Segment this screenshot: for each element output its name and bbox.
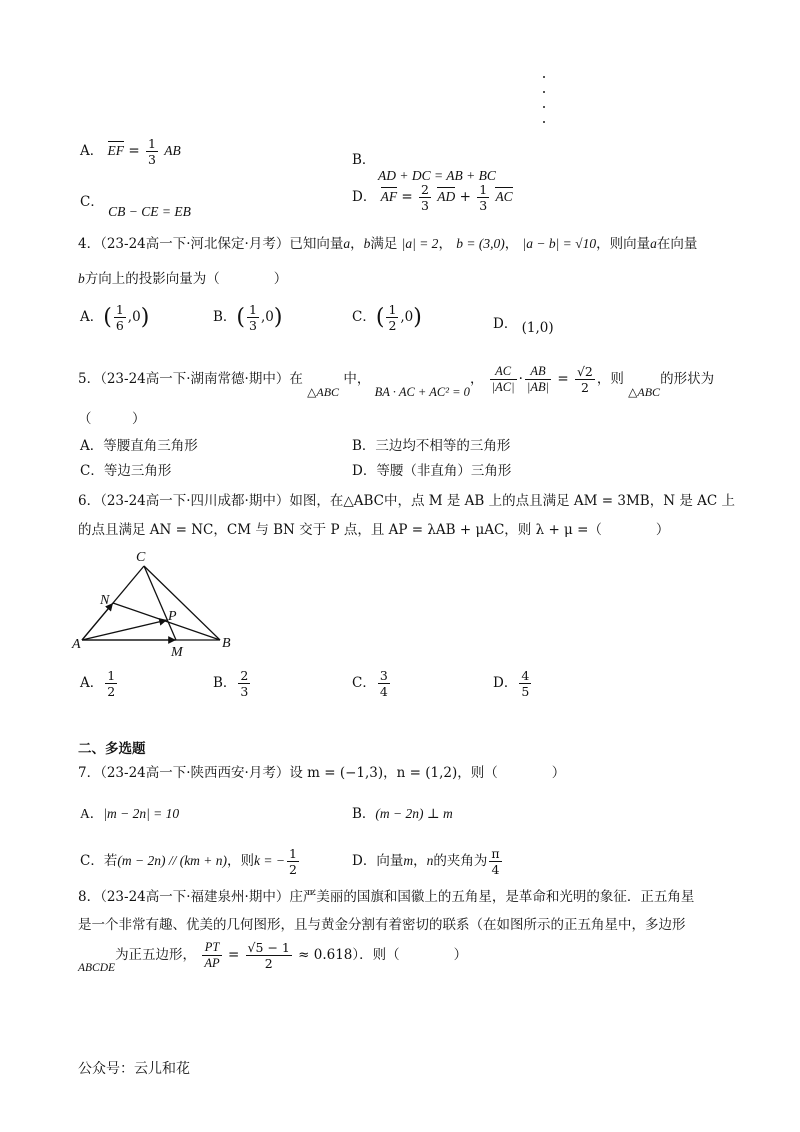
plus: +	[459, 189, 471, 205]
triangle-abc: △ABC	[628, 385, 661, 399]
option-label: A．	[80, 806, 104, 821]
expression: CB − CE = EB	[108, 204, 191, 219]
q6-stem-line1: 6．（23-24高一下·四川成都·期中）如图，在△ABC中，点 M 是 AB 上的点且满足 AM = 3MB，N 是 AC 上	[78, 493, 735, 509]
q3-option-b[interactable]	[352, 148, 496, 184]
label-n: N	[100, 593, 110, 608]
q4-option-b[interactable]: B．( $\frac{1}{3}$ ,0)	[213, 302, 283, 333]
q8-mid: 为正五边形，	[115, 947, 197, 963]
option-label: B．	[213, 309, 237, 325]
fraction-rhs: $\frac{√2}{2}$	[576, 364, 593, 395]
q5-cond1: BA · AC + AC² = 0	[374, 385, 470, 399]
q7-option-d[interactable]	[352, 846, 504, 877]
q4-stem-line1: 4．（23-24高一下·河北保定·月考）已知向量a，b满足 |a| = 2， b = (3,0)， |a − b| = √10，则向量a在向量	[78, 236, 698, 252]
decorative-dots	[543, 76, 545, 136]
section-title: 二、多选题	[78, 741, 146, 757]
q3-option-a[interactable]	[80, 136, 181, 167]
k-value: k = −	[254, 853, 286, 868]
option-label: D．	[352, 189, 377, 205]
if: 若	[103, 853, 118, 869]
q5-option-a[interactable]	[80, 434, 198, 454]
label-a: A	[72, 637, 81, 652]
vector-ab: AB	[164, 143, 181, 158]
equals: =	[227, 947, 240, 963]
option-label: C．	[80, 463, 104, 479]
option-text: 等腰直角三角形	[103, 438, 198, 454]
vector-ac: AC	[495, 189, 513, 204]
option-label: A．	[80, 309, 104, 325]
q8-stem-line3	[78, 940, 468, 974]
q5-paren: （ ）	[78, 411, 146, 427]
angle-text: 的夹角为	[433, 853, 488, 869]
fraction: $\frac{2}{3}$	[421, 182, 429, 213]
sep: ，	[413, 853, 427, 869]
fraction: $\frac{1}{3}$	[249, 302, 257, 333]
q4-option-c[interactable]: C．( $\frac{1}{2}$ ,0)	[352, 302, 422, 333]
rest: ,0	[260, 309, 274, 325]
vector-n: n	[426, 853, 434, 868]
option-text: 三边均不相等的三角形	[375, 438, 511, 454]
q4-option-a[interactable]: A．( $\frac{1}{6}$ ,0)	[80, 302, 150, 333]
option-label: D．	[352, 853, 377, 869]
q7-option-a[interactable]	[80, 802, 179, 822]
segment-cm	[144, 566, 176, 640]
option-label: A．	[80, 143, 104, 159]
q4-line2: 方向上的投影向量为（ ）	[84, 271, 288, 287]
equals: =	[128, 143, 140, 159]
option-text: 等腰（非直角）三角形	[376, 463, 512, 479]
fraction-golden: $\frac{√5 - 1}{2}$	[247, 940, 290, 971]
value: (1,0)	[521, 320, 554, 336]
fraction-ab: $\frac{AB}{|AB|}$	[526, 364, 550, 394]
option-text: 等边三角形	[103, 463, 172, 479]
q5-option-d[interactable]	[352, 459, 511, 479]
fraction: $\frac{1}{2}$	[289, 846, 297, 877]
option-label: B．	[213, 675, 237, 691]
q4-stem-line2: b方向上的投影向量为（ ）	[78, 271, 288, 287]
q6-triangle-figure	[60, 546, 250, 658]
q6-option-a[interactable]	[80, 668, 119, 699]
q4-cond1: |a| = 2	[401, 236, 439, 251]
q7-option-c[interactable]	[80, 846, 301, 877]
q7-stem: 7．（23-24高一下·陕西西安·月考）设 m = (−1,3)，n = (1,2)，则（ ）	[78, 765, 566, 781]
label-m: M	[171, 645, 183, 658]
fraction-ac: $\frac{AC}{|AC|}$	[491, 364, 515, 394]
then: ，则	[227, 853, 255, 869]
fraction: $\frac{\pi}{4}$	[491, 846, 500, 877]
option-label: D．	[352, 463, 377, 479]
q4-cond3: |a − b| = √10	[522, 236, 597, 251]
q5-option-b[interactable]	[352, 434, 510, 454]
vector-word: 向量	[376, 853, 404, 869]
option-label: C．	[352, 675, 376, 691]
fraction: $\frac{3}{4}$	[379, 668, 388, 699]
option-text: |m − 2n| = 10	[103, 806, 180, 821]
q8-stem-line1: 8．（23-24高一下·福建泉州·期中）庄严美丽的国旗和国徽上的五角星，是革命和光明的象征．正五角星	[78, 889, 695, 905]
option-label: D．	[493, 316, 518, 332]
q6-option-c[interactable]	[352, 668, 392, 699]
fraction: $\frac{2}{3}$	[240, 668, 249, 699]
q6-option-d[interactable]	[493, 668, 533, 699]
label-p: P	[168, 609, 177, 624]
vector-ad: AD	[437, 189, 456, 204]
q4-end: 在向量	[656, 236, 698, 252]
option-text: (m − 2n) ⊥ m	[375, 806, 453, 821]
option-label: B．	[352, 806, 376, 822]
q5-stem-line1: 5．（23-24高一下·湖南常德·期中）在 △ABC 中， BA · AC + AC² = 0， $\frac{AC}{|AC|}$ · $\frac{AB}{|AB|}$ = $\frac{√2}{2}$ ，则 △ABC的形状为	[78, 364, 715, 399]
expression: AD + DC = AB + BC	[378, 168, 496, 183]
condition: (m − 2n) // (km + n)	[117, 853, 228, 868]
fraction-pt-ap: $\frac{PT}{AP}$	[204, 940, 220, 970]
comma: ，	[469, 371, 484, 387]
q5-option-c[interactable]	[80, 459, 171, 479]
q4-tail: ，则向量	[596, 236, 651, 252]
q4-option-d[interactable]	[493, 312, 554, 336]
fraction: $\frac{4}{5}$	[521, 668, 530, 699]
triangle-abc: △ABC	[307, 385, 340, 399]
q3-option-c[interactable]	[80, 190, 191, 219]
fraction: $\frac{1}{2}$	[107, 668, 116, 699]
q5-prefix: 5．（23-24高一下·湖南常德·期中）在	[78, 371, 303, 387]
vector-m: m	[403, 853, 414, 868]
q8-end: ）．则（ ）	[352, 947, 468, 963]
label-c: C	[136, 550, 146, 565]
q4-mid: 满足	[370, 236, 398, 252]
equals: =	[557, 371, 569, 387]
option-label: B．	[352, 152, 376, 168]
rest: ,0	[127, 309, 141, 325]
vector-af: AF	[380, 189, 398, 204]
fraction: $\frac{1}{3}$	[147, 136, 156, 167]
option-label: B．	[352, 438, 376, 454]
q7-option-b[interactable]	[352, 802, 453, 822]
label-b: B	[222, 636, 231, 651]
fraction: $\frac{1}{2}$	[388, 302, 397, 333]
rest: ,0	[400, 309, 414, 325]
option-label: C．	[80, 853, 104, 869]
equals: =	[401, 189, 413, 205]
vector-ef: EF	[107, 143, 125, 158]
side-cb	[144, 566, 220, 640]
q6-option-b[interactable]	[213, 668, 252, 699]
option-label: C．	[352, 309, 376, 325]
polygon-abcde: ABCDE	[78, 962, 116, 974]
option-label: A．	[80, 675, 104, 691]
then: ，则	[596, 371, 624, 387]
approx: ≈ 0.618	[298, 947, 353, 963]
option-label: C．	[80, 194, 104, 210]
fraction: $\frac{1}{6}$	[115, 302, 124, 333]
fraction: $\frac{1}{3}$	[479, 182, 488, 213]
q4-prefix: 4．（23-24高一下·河北保定·月考）已知向量	[78, 236, 344, 252]
option-label: D．	[493, 675, 518, 691]
footer-text: 公众号：云儿和花	[78, 1061, 190, 1077]
q5-tail: 的形状为	[660, 371, 715, 387]
vector-ap	[82, 620, 167, 640]
segment-nb	[113, 603, 220, 640]
q8-stem-line2: 是一个非常有趣、优美的几何图形，且与黄金分割有着密切的联系（在如图所示的正五角星中，多边形	[78, 917, 686, 933]
option-label: A．	[80, 438, 104, 454]
q5-mid: 中，	[343, 371, 371, 387]
q4-cond2: b = (3,0)	[456, 236, 505, 251]
q6-stem-line2: 的点且满足 AN = NC，CM 与 BN 交于 P 点，且 AP = λAB + μAC，则 λ + μ =（ ）	[78, 522, 670, 538]
q3-option-d[interactable]	[352, 182, 513, 213]
